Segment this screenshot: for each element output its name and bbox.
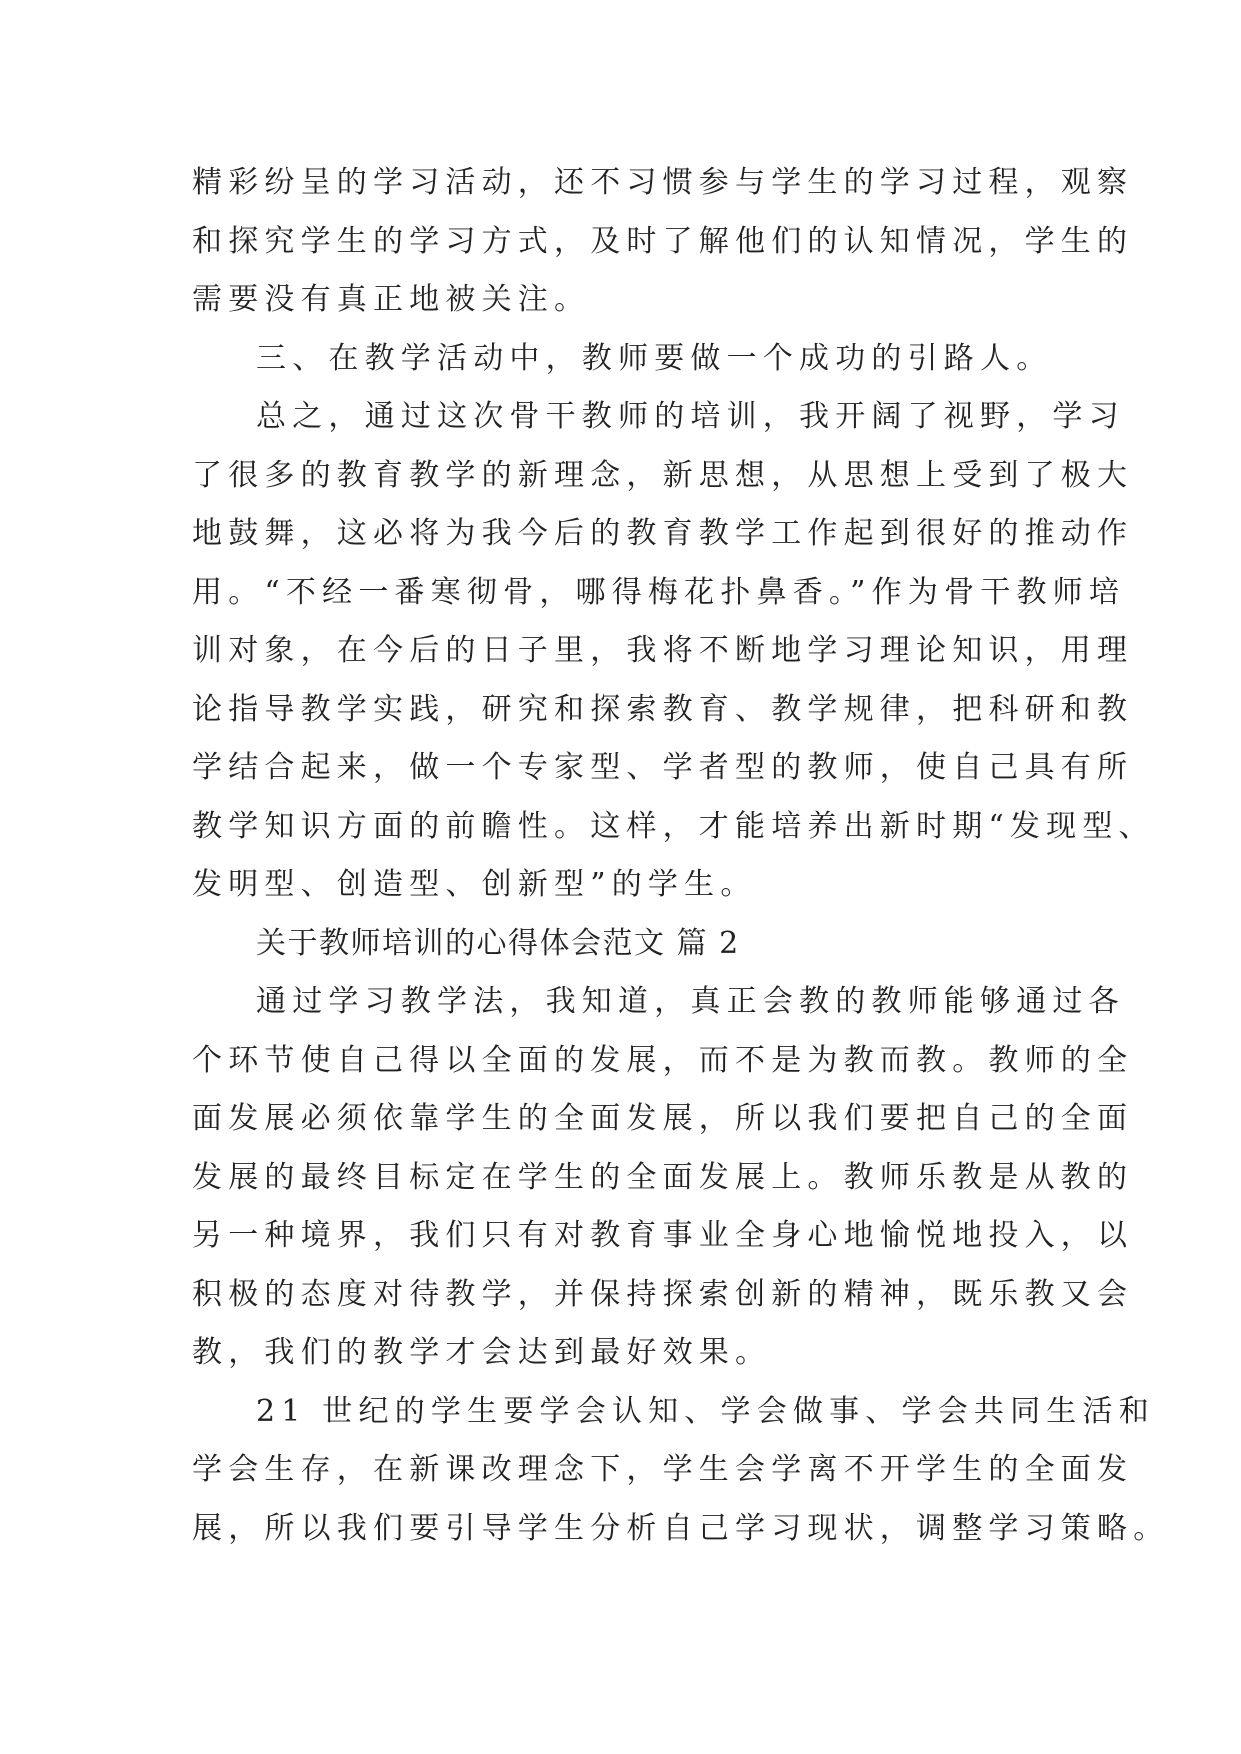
- text-line: 和探究学生的学习方式，及时了解他们的认知情况，学生的: [192, 223, 1134, 259]
- text-line: 总之，通过这次骨干教师的培训，我开阔了视野，学习: [256, 399, 1125, 434]
- text-line: 教，我们的教学才会达到最好效果。: [192, 1335, 772, 1370]
- text-line: 地鼓舞，这必将为我今后的教育教学工作起到很好的推动作: [192, 516, 1134, 551]
- text-line: 21 世纪的学生要学会认知、学会做事、学会共同生活和: [256, 1393, 1155, 1429]
- text-line: 发展的最终目标定在学生的全面发展上。教师乐教是从教的: [192, 1159, 1134, 1195]
- text-line: 学会生存，在新课改理念下，学生会学离不开学生的全面发: [192, 1452, 1134, 1487]
- text-line: 发明型、创造型、创新型”的学生。: [192, 867, 757, 902]
- text-line: 展，所以我们要引导学生分析自己学习现状，调整学习策略。: [192, 1510, 1170, 1546]
- text-line: 三、在教学活动中，教师要做一个成功的引路人。: [256, 340, 1053, 376]
- text-line: 个环节使自己得以全面的发展，而不是为教而教。教师的全: [192, 1042, 1134, 1078]
- body-text: [192, 154, 1170, 1558]
- text-line: 论指导教学实践，研究和探索教育、教学规律，把科研和教: [192, 691, 1134, 727]
- text-line: 通过学习教学法，我知道，真正会教的教师能够通过各: [256, 984, 1125, 1019]
- text-line: 用。“不经一番寒彻骨，哪得梅花扑鼻香。”作为骨干教师培: [192, 574, 1126, 610]
- text-line: 需要没有真正地被关注。: [192, 282, 591, 317]
- text-line: 了很多的教育教学的新理念，新思想，从思想上受到了极大: [192, 457, 1134, 493]
- text-line: 面发展必须依靠学生的全面发展，所以我们要把自己的全面: [192, 1101, 1134, 1136]
- text-line: 积极的态度对待教学，并保持探索创新的精神，既乐教又会: [192, 1276, 1134, 1312]
- text-line: 另一种境界，我们只有对教育事业全身心地愉悦地投入，以: [192, 1218, 1134, 1253]
- text-line: 精彩纷呈的学习活动，还不习惯参与学生的学习过程，观察: [192, 165, 1134, 200]
- text-line: 学结合起来，做一个专家型、学者型的教师，使自己具有所: [192, 750, 1134, 785]
- section-heading: 关于教师培训的心得体会范文 篇 2: [256, 925, 740, 961]
- text-line: 训对象，在今后的日子里，我将不断地学习理论知识，用理: [192, 633, 1134, 668]
- text-line: 教学知识方面的前瞻性。这样，才能培养出新时期“发现型、: [192, 808, 1155, 844]
